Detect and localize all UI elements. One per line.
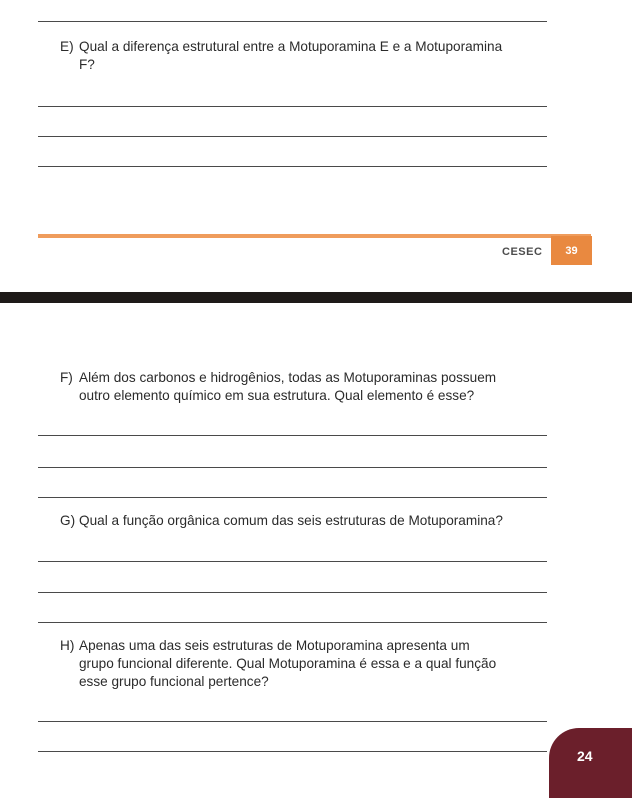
question-h-text-line-1: Apenas uma das seis estruturas de Motuporamina apresenta um [79, 638, 470, 653]
answer-line[interactable] [38, 497, 547, 498]
next-page-number: 24 [577, 748, 593, 764]
answer-line[interactable] [38, 622, 547, 623]
page-number: 39 [565, 244, 578, 257]
question-g-text-line-1: Qual a função orgânica comum das seis estruturas de Motuporamina? [79, 513, 503, 528]
answer-line[interactable] [38, 136, 547, 137]
answer-line[interactable] [38, 592, 547, 593]
question-g [60, 512, 552, 530]
question-h [60, 637, 552, 691]
question-e-text-line-2: F? [79, 57, 95, 72]
question-f-label: F) [60, 370, 73, 385]
footer-accent-bar [38, 234, 591, 238]
answer-line[interactable] [38, 721, 547, 722]
question-h-label: H) [60, 638, 75, 653]
answer-line[interactable] [38, 106, 547, 107]
question-e-text-line-1: Qual a diferença estrutural entre a Motuporamina E e a Motuporamina [79, 39, 503, 54]
answer-line[interactable] [38, 751, 547, 752]
question-f-text-line-2: outro elemento químico em sua estrutura. Qual elemento é esse? [79, 388, 475, 403]
page-divider [0, 292, 632, 303]
question-f-text-line-1: Além dos carbonos e hidrogênios, todas as Motuporaminas possuem [79, 370, 497, 385]
question-e-label: E) [60, 39, 74, 54]
footer-label: CESEC [502, 246, 543, 258]
question-e [60, 38, 552, 74]
question-g-label: G) [60, 513, 76, 528]
page-number-badge [551, 236, 592, 265]
answer-line[interactable] [38, 561, 547, 562]
answer-line[interactable] [38, 467, 547, 468]
question-h-text-line-3: esse grupo funcional pertence? [79, 674, 269, 689]
question-h-text-line-2: grupo funcional diferente. Qual Motuporamina é essa e a qual função [79, 656, 497, 671]
top-answer-line [38, 21, 547, 22]
answer-line[interactable] [38, 435, 547, 436]
question-f [60, 369, 552, 405]
answer-line[interactable] [38, 166, 547, 167]
